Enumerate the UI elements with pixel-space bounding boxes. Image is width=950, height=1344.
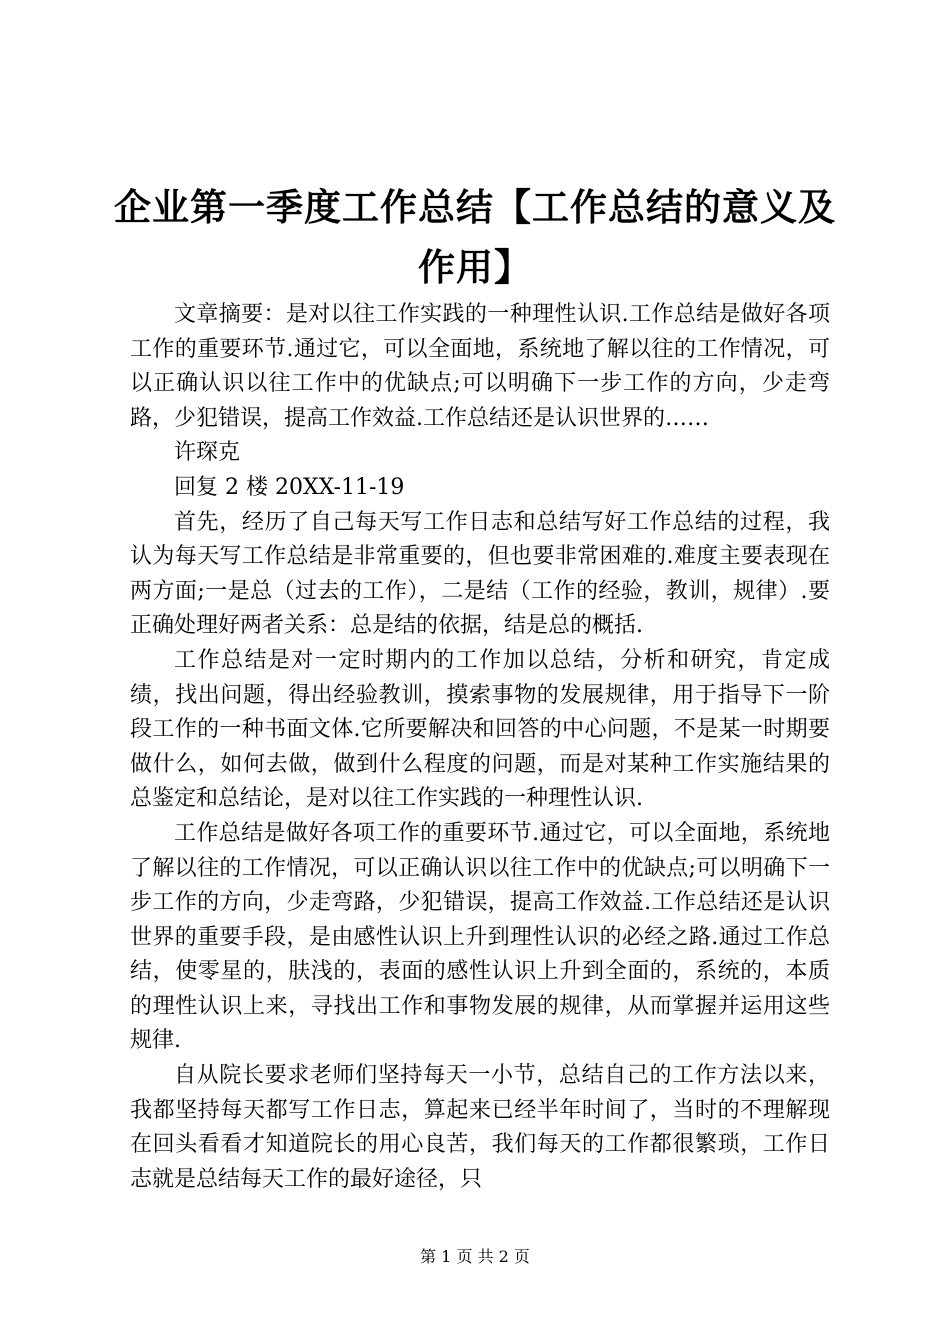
document-title: 企业第一季度工作总结【工作总结的意义及作用】	[114, 186, 836, 289]
reply-info: 回复 2 楼 20XX-11-19	[174, 474, 405, 500]
author-name: 许琛克	[174, 440, 241, 466]
body-paragraph: 首先，经历了自己每天写工作日志和总结写好工作总结的过程，我认为每天写工作总结是非常重要的，但也要非常困难的.难度主要表现在两方面;一是总（过去的工作），二是结（工作的经验，教训，规律）.要正确处理好两者关系：总是结的依据，结是总的概括.	[130, 509, 830, 639]
abstract-paragraph: 文章摘要：是对以往工作实践的一种理性认识.工作总结是做好各项工作的重要环节.通过它，可以全面地，系统地了解以往的工作情况，可以正确认识以往工作中的优缺点;可以明确下一步工作的方向，少走弯路，少犯错误，提高工作效益.工作总结还是认识世界的……	[130, 302, 830, 431]
body-paragraph: 工作总结是对一定时期内的工作加以总结，分析和研究，肯定成绩，找出问题，得出经验教训，摸索事物的发展规律，用于指导下一阶段工作的一种书面文体.它所要解决和回答的中心问题，不是某一时期要做什么，如何去做，做到什么程度的问题，而是对某种工作实施结果的总鉴定和总结论，是对以往工作实践的一种理性认识.	[130, 647, 830, 812]
body-paragraph: 工作总结是做好各项工作的重要环节.通过它，可以全面地，系统地了解以往的工作情况，可以正确认识以往工作中的优缺点;可以明确下一步工作的方向，少走弯路，少犯错误，提高工作效益.工作总结还是认识世界的重要手段，是由感性认识上升到理性认识的必经之路.通过工作总结，使零星的，肤浅的，表面的感性认识上升到全面的，系统的，本质的理性认识上来，寻找出工作和事物发展的规律，从而掌握并运用这些规律.	[130, 820, 830, 1054]
body-paragraph: 自从院长要求老师们坚持每天一小节，总结自己的工作方法以来，我都坚持每天都写工作日志，算起来已经半年时间了，当时的不理解现在回头看看才知道院长的用心良苦，我们每天的工作都很繁琐，工作日志就是总结每天工作的最好途径，只	[130, 1063, 830, 1192]
page-number-footer: 第 1 页 共 2 页	[420, 1247, 530, 1266]
document-body	[130, 298, 830, 1197]
